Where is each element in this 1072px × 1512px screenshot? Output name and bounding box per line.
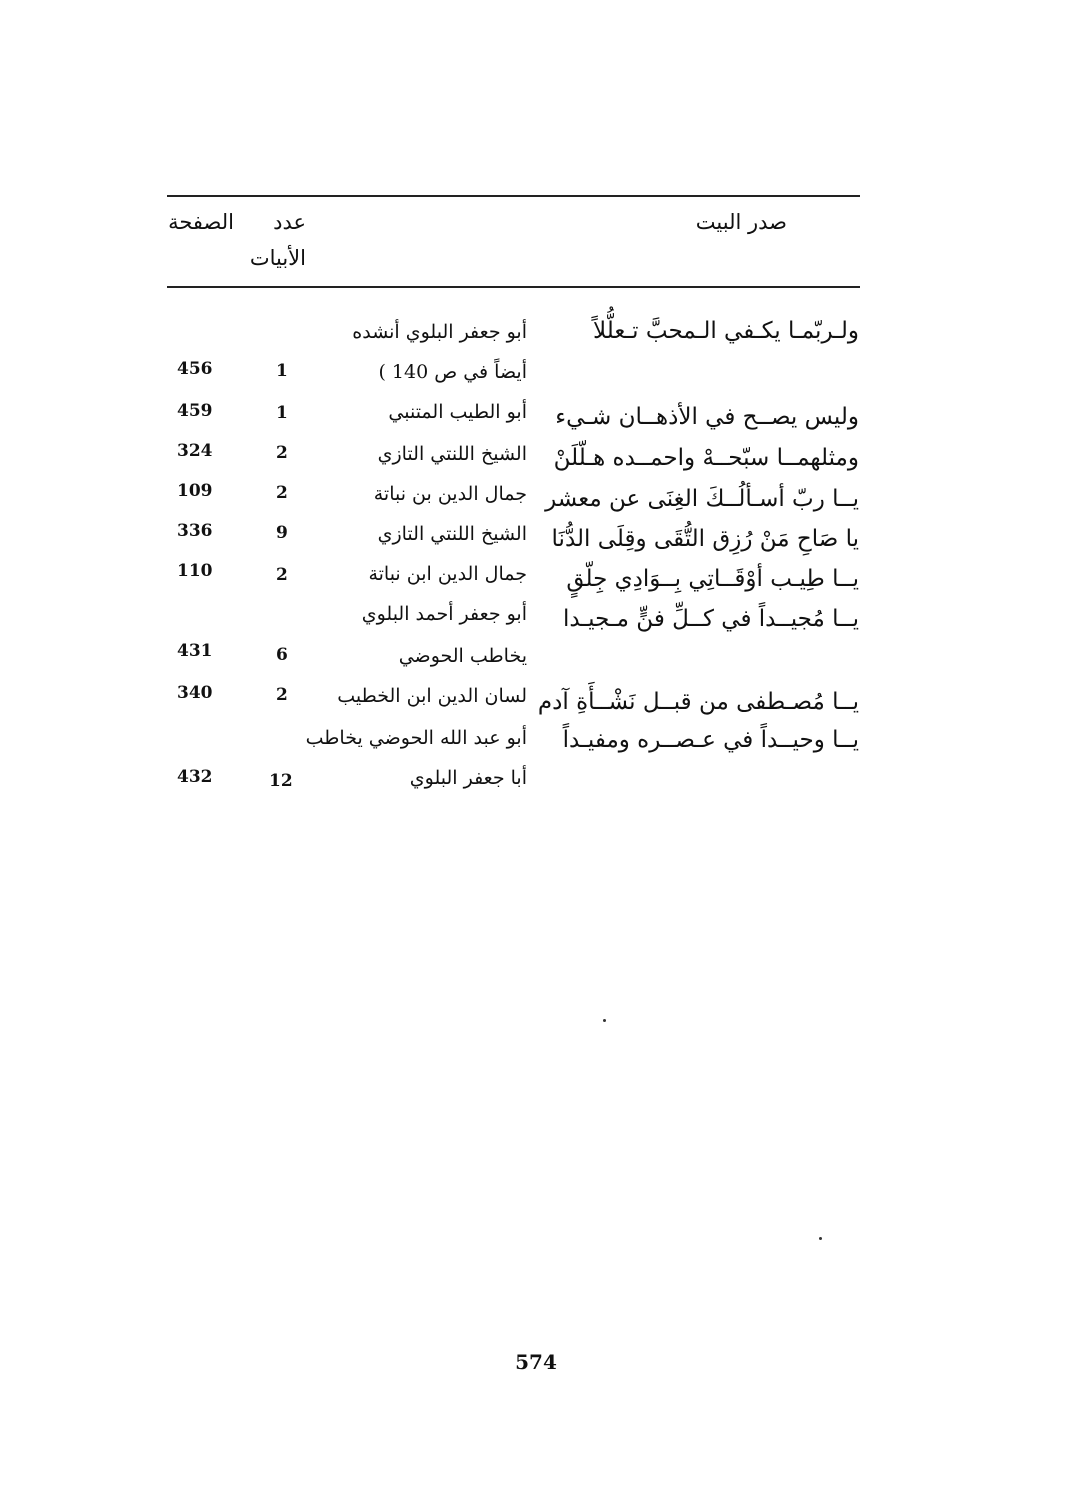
verse-incipit: يا صَاحِ مَنْ رُزِق التُّقَى وقِلَى الدُّنَا [551,526,859,552]
poet-name: الشيخ اللنتي التازي [377,443,527,465]
header-top-rule [167,195,860,197]
poet-name: أبو جعفر البلوي أنشده [352,321,527,343]
verse-count: 2 [276,443,288,463]
page-number: 109 [177,481,213,501]
poet-name: يخاطب الحوضي [398,645,527,667]
verse-incipit: وليس يصــح في الأذهــان شـيء [555,404,859,430]
poet-name: أبو الطيب المتنبي [388,401,527,423]
verse-count: 9 [276,523,288,543]
scan-speck [819,1237,822,1240]
header-page-column: الصفحة [168,210,234,234]
page-number: 110 [177,561,213,581]
poet-name: أبا جعفر البلوي [409,767,527,789]
verse-incipit: يــا مُصـطفى من قبــل نَشْــأَةِ آدم [537,689,859,715]
verse-count: 2 [276,565,288,585]
verse-count: 2 [276,483,288,503]
poet-name: جمال الدين بن نباتة [373,483,527,505]
verse-incipit: يــا طِيـب أوْقَــاتِي بِــوَادِي جِلّقٍ [566,566,859,592]
page-number: 432 [177,767,213,787]
header-count-column-line2: الأبيات [249,246,306,270]
page-number: 336 [177,521,213,541]
verse-count: 1 [276,361,288,381]
verse-incipit: يــا ربّ أسـألُــكَ الغِنَى عن معشر [545,486,859,512]
page-number: 340 [177,683,213,703]
poet-name: أيضاً في ص 140 ) [378,361,527,383]
page-number: 456 [177,359,213,379]
header-bottom-rule [167,286,860,288]
page-number: 459 [177,401,213,421]
verse-count: 1 [276,403,288,423]
page-number: 431 [177,641,213,661]
verse-incipit: يــا مُجيــداً في كــلِّ فنٍّ مـجيـدا [562,606,859,632]
poet-name: أبو عبد الله الحوضي يخاطب [305,727,527,749]
verse-count: 12 [269,771,293,791]
poet-name: جمال الدين ابن نباتة [368,563,527,585]
scan-speck [603,1019,606,1022]
verse-count: 6 [276,645,288,665]
verse-incipit: ومثلهمــا سبّحــهْ واحمــده هـلّلَنْ [553,445,859,471]
header-count-column: عدد [273,210,306,234]
poet-name: أبو جعفر أحمد البلوي [361,603,527,625]
poet-name: لسان الدين ابن الخطيب [337,685,527,707]
verse-count: 2 [276,685,288,705]
poet-name: الشيخ اللنتي التازي [377,523,527,545]
page-number-footer: 574 [515,1350,557,1374]
page-number: 324 [177,441,213,461]
verse-incipit: يــا وحيــداً في عـصــره ومفيـداً [562,727,859,753]
header-verse-column: صدر البيت [695,210,787,234]
verse-incipit: ولـربّمـا يكـفي الـمحبَّ تـعلُّلاً [592,318,859,344]
